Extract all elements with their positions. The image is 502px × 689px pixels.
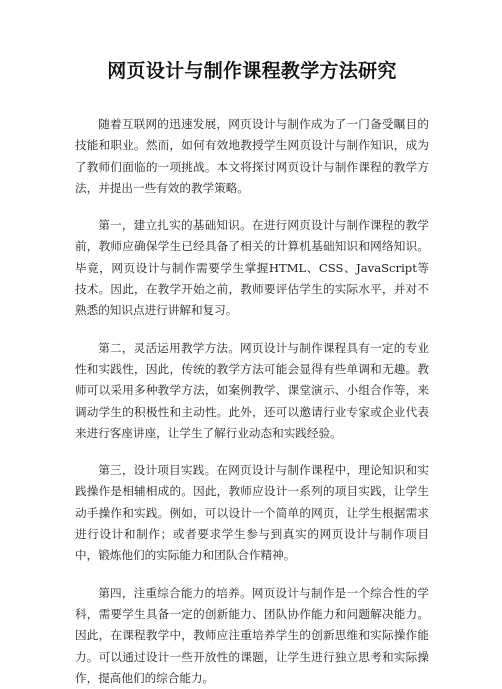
document-title: 网页设计与制作课程教学方法研究 [107, 60, 397, 82]
paragraph-1-foundation: 第一，建立扎实的基础知识。在进行网页设计与制作课程的教学前，教师应确保学生已经具备了相关的计算机基础知识和网络知识。毕竟，网页设计与制作需要学生掌握HTML、CSS、JavaScript等技术。因此，在教学开始之前，教师要评估学生的实际水平，并对不熟悉的知识点进行讲解和复习。 [75, 218, 429, 318]
paragraph-intro: 随着互联网的迅速发展，网页设计与制作成为了一门备受瞩目的技能和职业。然而，如何有效地教授学生网页设计与制作知识，成为了教师们面临的一项挑战。本文将探讨网页设计与制作课程的教学方法，并提出一些有效的教学策略。 [75, 117, 429, 195]
paragraph-4-abilities: 第四，注重综合能力的培养。网页设计与制作是一个综合性的学科，需要学生具备一定的创新能力、团队协作能力和问题解决能力。因此，在课程教学中，教师应注重培养学生的创新思维和实际操作能力。可以通过设计一些开放性的课题，让学生进行独立思考和实际操作，提高他们的综合能力。 [75, 585, 429, 685]
paragraph-3-projects: 第三，设计项目实践。在网页设计与制作课程中，理论知识和实践操作是相辅相成的。因此，教师应设计一系列的项目实践，让学生动手操作和实践。例如，可以设计一个简单的网页，让学生根据需求进行设计和制作；或者要求学生参与到真实的网页设计与制作项目中，锻炼他们的实际能力和团队合作精神。 [75, 463, 429, 563]
paragraph-2-methods: 第二，灵活运用教学方法。网页设计与制作课程具有一定的专业性和实践性，因此，传统的教学方法可能会显得有些单调和无趣。教师可以采用多种教学方法，如案例教学、课堂演示、小组合作等，来调动学生的积极性和主动性。此外，还可以邀请行业专家或企业代表来进行客座讲座，让学生了解行业动态和实践经验。 [75, 340, 429, 440]
